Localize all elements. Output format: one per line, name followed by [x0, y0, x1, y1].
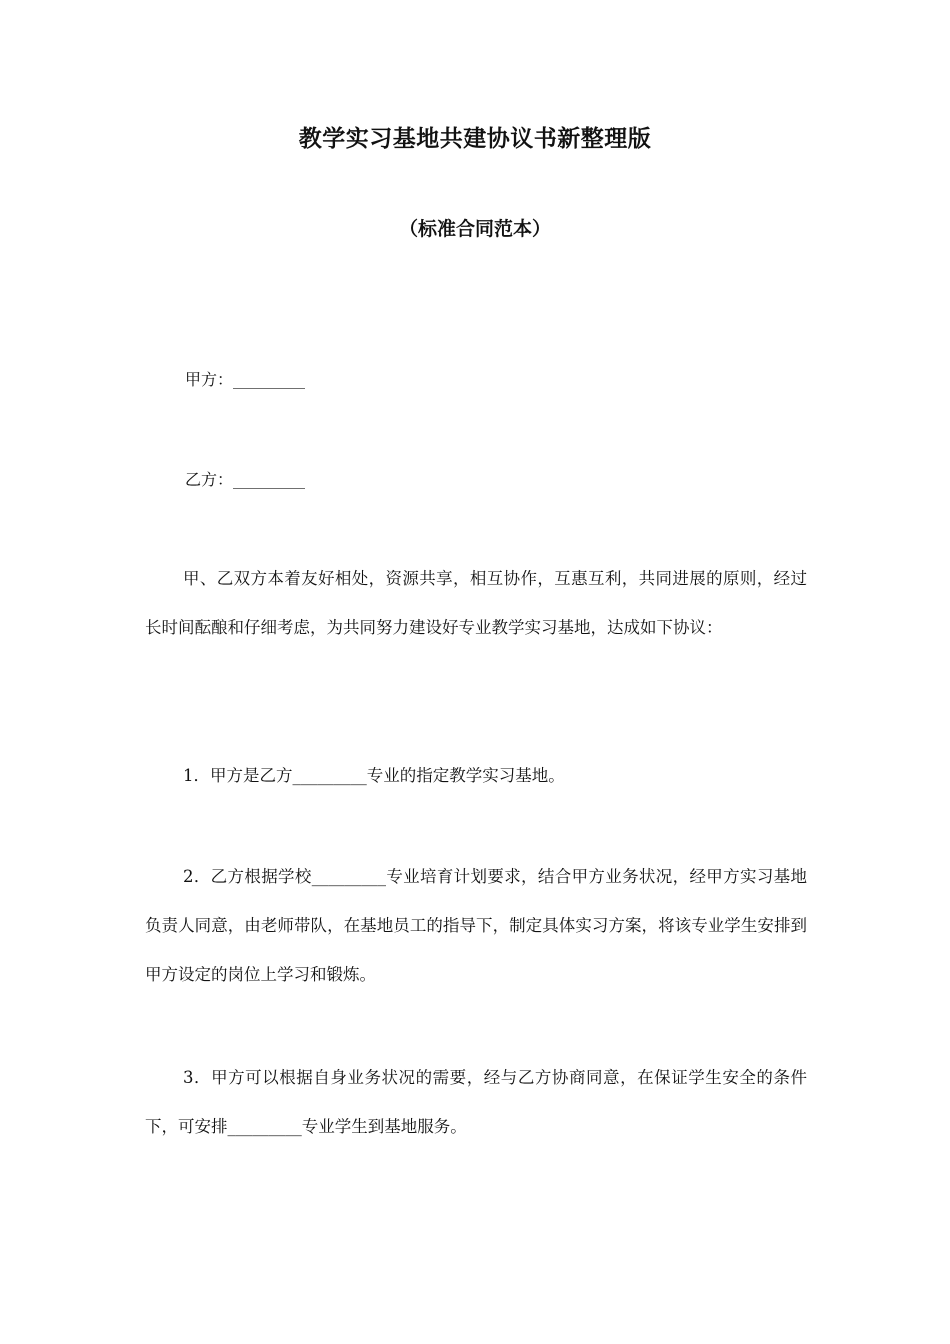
clause-2: 2．乙方根据学校_________专业培育计划要求，结合甲方业务状况，经甲方实习基地负责人同意，由老师带队，在基地员工的指导下，制定具体实习方案，将该专业学生安排到甲方设定的岗位上学习和锻炼。: [145, 867, 807, 984]
clause-3: 3．甲方可以根据自身业务状况的需要，经与乙方协商同意，在保证学生安全的条件下，可安排_________专业学生到基地服务。: [145, 1068, 807, 1136]
party-b-field: 乙方：_________: [185, 470, 306, 489]
document-title: 教学实习基地共建协议书新整理版: [298, 126, 652, 152]
party-a-field: 甲方：_________: [185, 370, 306, 389]
document-subtitle: （标准合同范本）: [398, 218, 551, 240]
clause-1: 1．甲方是乙方_________专业的指定教学实习基地。: [183, 766, 565, 785]
intro-paragraph: 甲、乙双方本着友好相处，资源共享，相互协作，互惠互利，共同进展的原则，经过长时间酝酿和仔细考虑，为共同努力建设好专业教学实习基地，达成如下协议：: [145, 569, 807, 637]
